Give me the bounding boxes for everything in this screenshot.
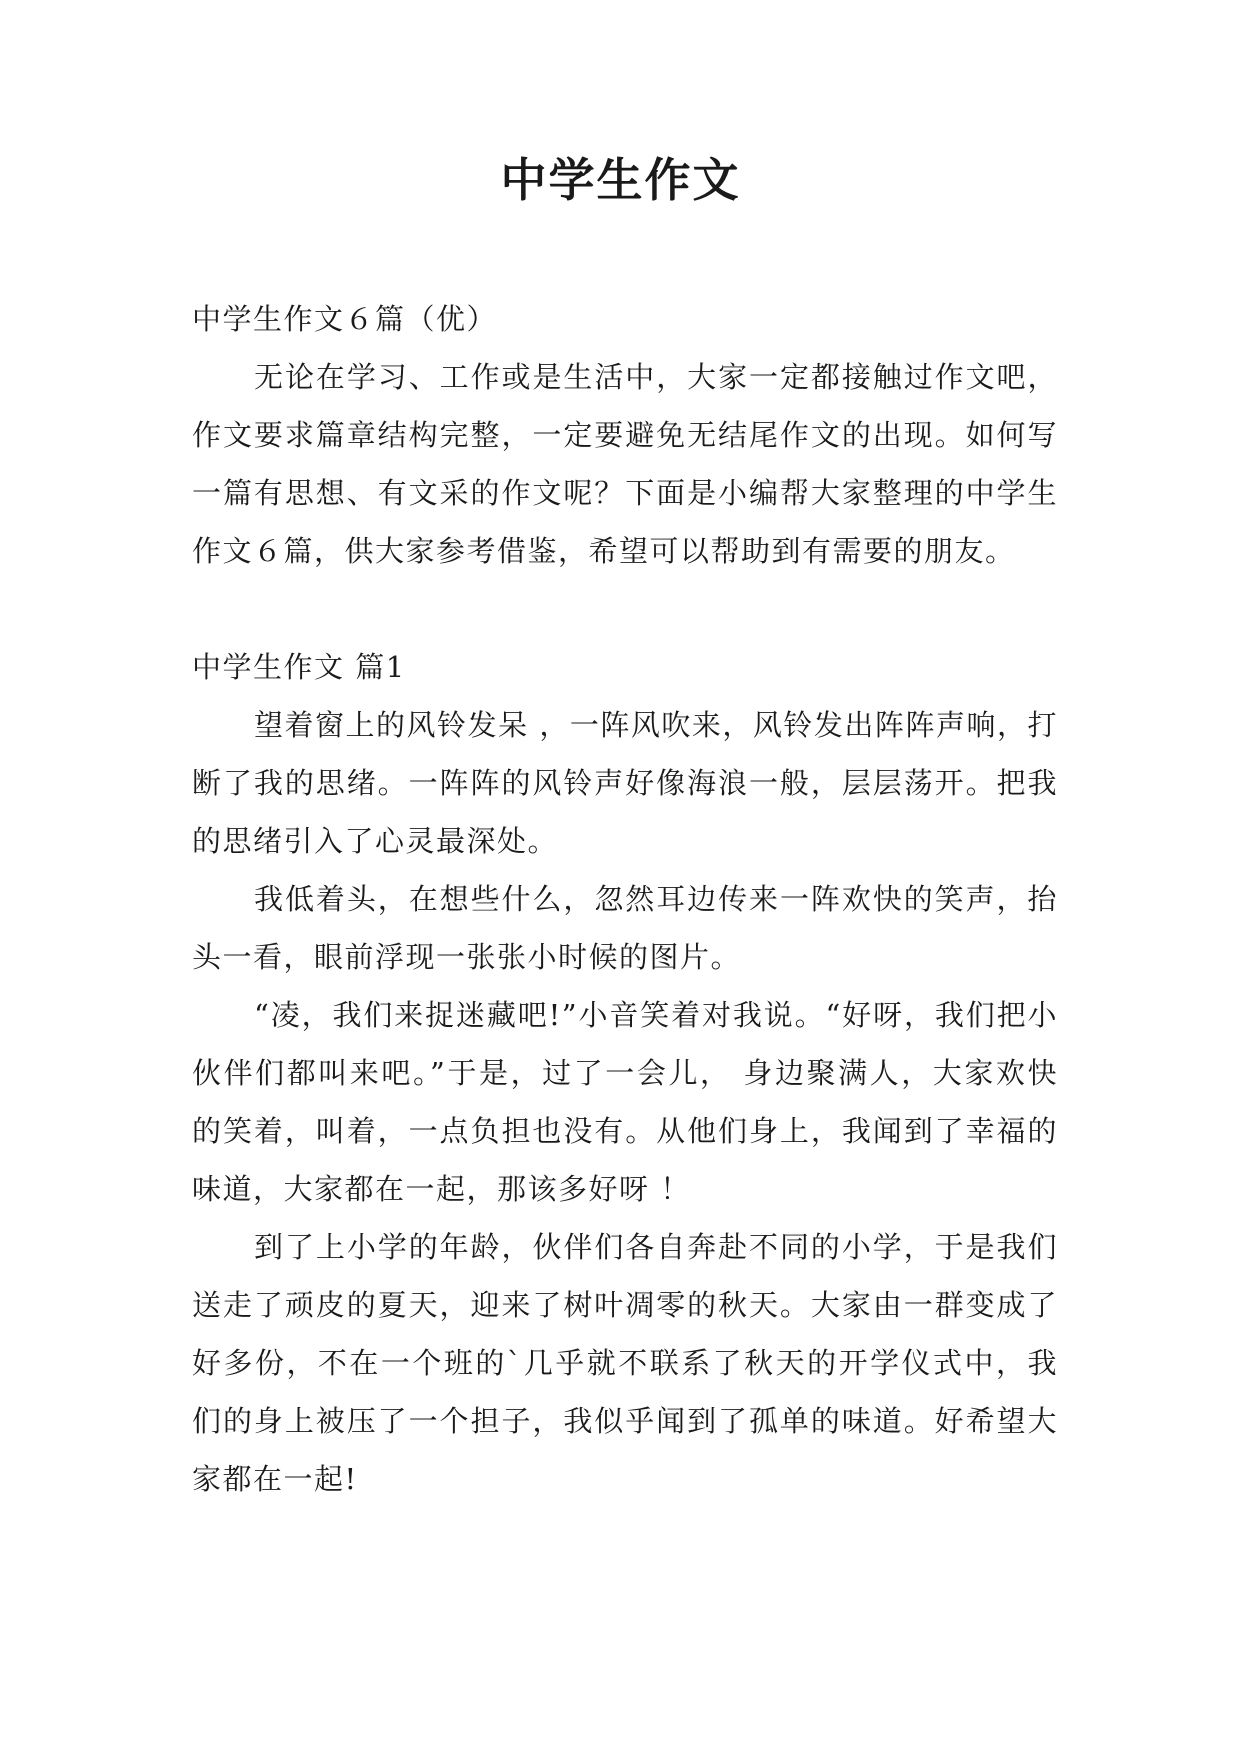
essay-paragraph: “凌，我们来捉迷藏吧!”小音笑着对我说。“好呀，我们把小伙伴们都叫来吧。”于是，过了一会儿， 身边聚满人，大家欢快的笑着，叫着，一点负担也没有。从他们身上，我闻到了幸福的味道，大家都在一起，那该多好呀 ！	[192, 998, 1058, 1206]
essay-paragraph: 我低着头，在想些什么，忽然耳边传来一阵欢快的笑声，抬头一看，眼前浮现一张张小时候的图片。	[192, 882, 1058, 974]
intro-paragraph: 无论在学习、工作或是生活中，大家一定都接触过作文吧，作文要求篇章结构完整，一定要避免无结尾作文的出现。如何写一篇有思想、有文采的作文呢？下面是小编帮大家整理的中学生作文６篇，供大家参考借鉴，希望可以帮助到有需要的朋友。	[192, 360, 1058, 568]
essay-paragraph: 望着窗上的风铃发呆 ，一阵风吹来，风铃发出阵阵声响，打断了我的思绪。一阵阵的风铃声好像海浪一般，层层荡开。把我的思绪引入了心灵最深处。	[192, 708, 1058, 858]
essay-paragraph: 到了上小学的年龄，伙伴们各自奔赴不同的小学，于是我们送走了顽皮的夏天，迎来了树叶凋零的秋天。大家由一群变成了好多份，不在一个班的`几乎就不联系了秋天的开学仪式中，我们的身上被压了一个担子，我似乎闻到了孤单的味道。好希望大家都在一起!	[192, 1230, 1058, 1496]
essay-heading: 中学生作文 篇1	[192, 650, 406, 684]
section-heading: 中学生作文６篇（优）	[192, 302, 498, 336]
document-body	[192, 290, 1058, 1508]
document-title: 中学生作文	[500, 153, 741, 207]
section-spacer	[192, 580, 1058, 638]
